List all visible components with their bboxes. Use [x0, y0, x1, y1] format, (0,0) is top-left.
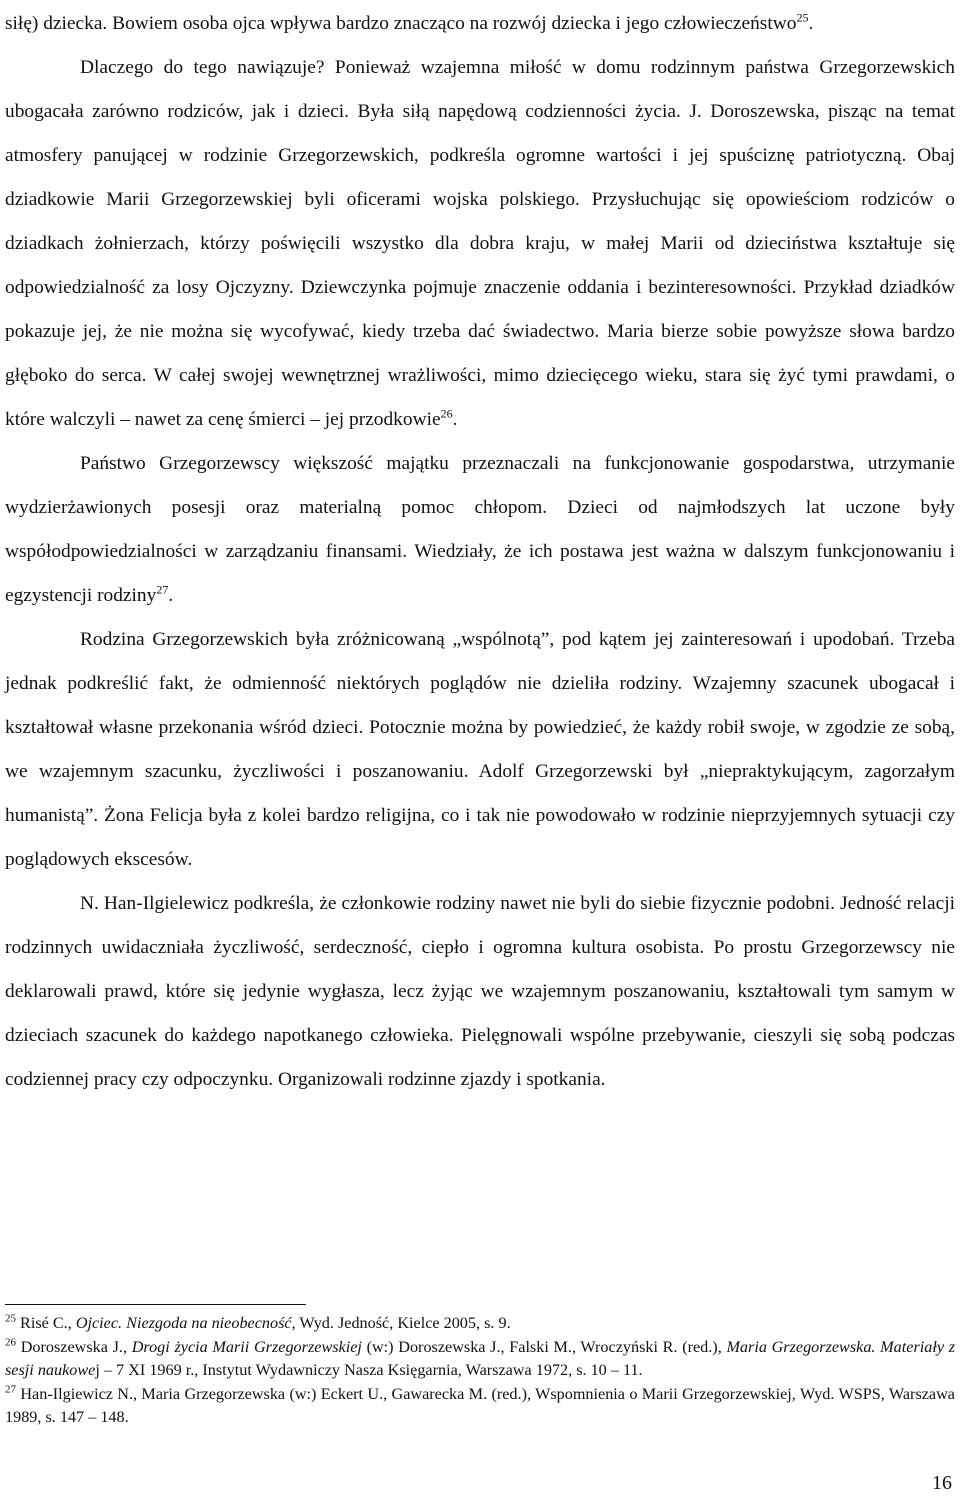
text-run: . — [452, 409, 458, 430]
italic-title: Maria Grzegorzewska. Materiały z sesji naukowe — [5, 1337, 956, 1380]
footnote — [5, 1383, 955, 1430]
italic-title: Drogi życia Marii Grzegorzewskiej — [131, 1337, 362, 1356]
footnote-ref: 26 — [440, 406, 453, 421]
footnote-separator — [5, 1304, 306, 1305]
text-run: Han-Ilgiewicz N., Maria Grzegorzewska (w:) Eckert U., Gawarecka M. (red.), Wspomnienia o Marii Grzegorzewskiej, Wyd. WSPS, Warszawa 1989, s. 147 – 148. — [5, 1384, 955, 1427]
paragraph — [5, 46, 955, 442]
page-content — [5, 2, 955, 1102]
text-run: . — [808, 13, 814, 34]
text-run: Dlaczego do tego nawiązuje? Ponieważ wzajemna miłość w domu rodzinnym państwa Grzegorzewskich ubogacała zarówno rodziców, jak i dzieci. Była siłą napędową codzienności życia. J. Doroszewska, pisząc na temat atmosfery panującej w rodzinie Grzegorzewskich, podkreśla ogromne wartości i jej spuściznę patriotyczną. Obaj dziadkowie Marii Grzegorzewskiej byli oficerami wojska polskiego. Przysłuchując się opowieściom rodziców o dziadkach żołnierzach, którzy poświęcili wszystko dla dobra kraju, w małej Marii od dzieciństwa kształtuje się odpowiedzialność za losy Ojczyzny. Dziewczynka pojmuje znaczenie oddania i bezinteresowności. Przykład dziadków pokazuje jej, że nie można się wycofywać, kiedy trzeba dać świadectwo. Maria bierze sobie powyższe słowa bardzo głęboko do serca. W całej swojej wewnętrznej wrażliwości, mimo dziecięcego wieku, stara się żyć tymi prawdami, o które walczyli – nawet za cenę śmierci – jej przodkowie — [5, 57, 955, 430]
footnote — [5, 1312, 955, 1336]
paragraph — [5, 2, 955, 46]
text-run: , Wyd. Jedność, Kielce 2005, s. 9. — [291, 1314, 511, 1332]
page-number: 16 — [932, 1472, 952, 1494]
italic-title: Ojciec. Niezgoda na nieobecność — [75, 1314, 292, 1332]
text-run: (w:) Doroszewska J., Falski M., Wroczyński R. (red.), — [361, 1337, 727, 1356]
footnotes — [5, 1312, 955, 1430]
footnote — [5, 1336, 955, 1383]
text-run: Doroszewska J., — [20, 1337, 132, 1356]
body-text — [5, 2, 955, 1102]
footnote-number: 25 — [5, 1312, 16, 1325]
text-run: Risé C., — [20, 1314, 76, 1332]
text-run: siłę) dziecka. Bowiem osoba ojca wpływa bardzo znacząco na rozwój dziecka i jego człowieczeństwo — [5, 13, 797, 34]
paragraph — [5, 618, 955, 882]
text-run: . — [168, 585, 174, 606]
footnote-ref: 25 — [796, 10, 809, 25]
text-run: j – 7 XI 1969 r., Instytut Wydawniczy Nasza Księgarnia, Warszawa 1972, s. 10 – 11. — [95, 1361, 643, 1380]
text-run: Rodzina Grzegorzewskich była zróżnicowaną „wspólnotą”, pod kątem jej zainteresowań i upodobań. Trzeba jednak podkreślić fakt, że odmienność niektórych poglądów nie dzieliła rodziny. Wzajemny szacunek ubogacał i kształtował własne przekonania wśród dzieci. Potocznie można by powiedzieć, że każdy robił swoje, w zgodzie ze sobą, we wzajemnym szacunku, życzliwości i poszanowaniu. Adolf Grzegorzewski był „niepraktykującym, zagorzałym humanistą”. Żona Felicja była z kolei bardzo religijna, co i tak nie powodowało w rodzinie nieprzyjemnych sytuacji czy poglądowych ekscesów. — [5, 629, 955, 870]
paragraph — [5, 882, 955, 1102]
paragraph — [5, 442, 955, 618]
footnote-number: 27 — [5, 1383, 16, 1396]
text-run: N. Han-Ilgielewicz podkreśla, że członkowie rodziny nawet nie byli do siebie fizycznie podobni. Jedność relacji rodzinnych uwidaczniała życzliwość, serdeczność, ciepło i ogromna kultura osobista. Po prostu Grzegorzewscy nie deklarowali prawd, które się jedynie wygłasza, lecz żyjąc we wzajemnym poszanowaniu, kształtowali tym samym w dzieciach szacunek do każdego napotkanego człowieka. Pielęgnowali wspólne przebywanie, cieszyli się sobą podczas codziennej pracy czy odpoczynku. Organizowali rodzinne zjazdy i spotkania. — [5, 893, 955, 1090]
text-run: Państwo Grzegorzewscy większość majątku przeznaczali na funkcjonowanie gospodarstwa, utrzymanie wydzierżawionych posesji oraz materialną pomoc chłopom. Dzieci od najmłodszych lat uczone były współodpowiedzialności w zarządzaniu finansami. Wiedziały, że ich postawa jest ważna w dalszym funkcjonowaniu i egzystencji rodziny — [5, 453, 955, 606]
footnote-number: 26 — [5, 1336, 16, 1349]
footnote-ref: 27 — [156, 582, 169, 597]
